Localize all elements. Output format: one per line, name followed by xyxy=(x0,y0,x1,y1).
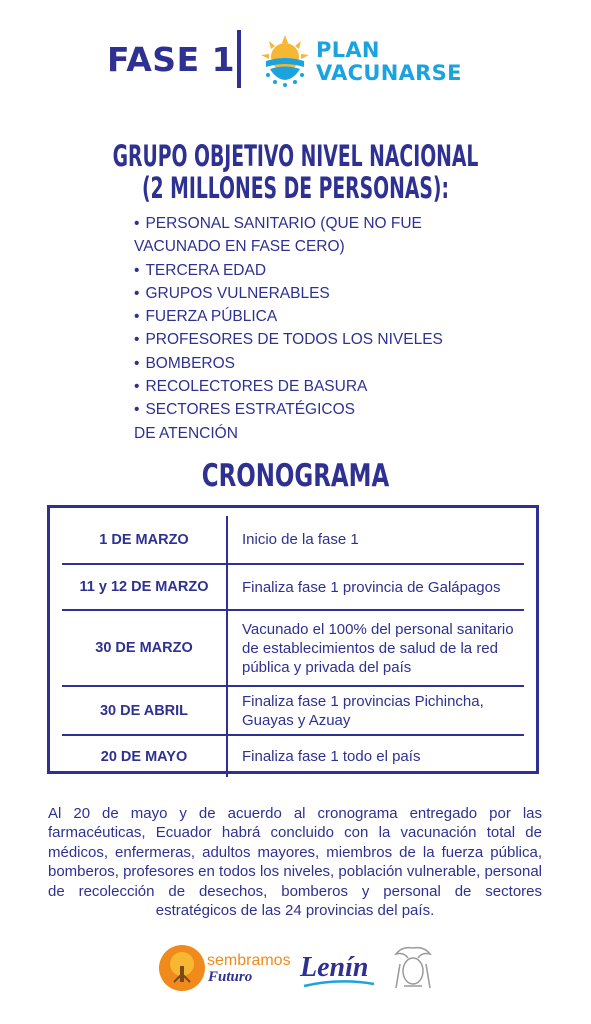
list-item: • PROFESORES DE TODOS LOS NIVELES xyxy=(134,331,443,349)
schedule-title: CRONOGRAMA xyxy=(201,458,390,494)
list-item: DE ATENCIÓN xyxy=(134,424,238,442)
sembramos-logo-text: sembramos xyxy=(207,952,291,969)
plan-logo-line2: VACUNARSE xyxy=(316,61,462,85)
list-item: • TERCERA EDAD xyxy=(134,261,267,279)
list-item: • RECOLECTORES DE BASURA xyxy=(134,378,368,396)
list-item: VACUNADO EN FASE CERO) xyxy=(134,238,345,256)
bullet-icon: • xyxy=(134,284,140,302)
ecuador-coat-of-arms-icon xyxy=(390,944,436,992)
table-row xyxy=(62,516,524,564)
lenin-signature-logo: Lenín xyxy=(300,952,369,983)
target-group-list xyxy=(134,212,474,445)
list-item: • FUERZA PÚBLICA xyxy=(134,308,278,326)
bullet-icon: • xyxy=(134,401,140,419)
target-group-title xyxy=(83,140,509,204)
schedule-description: Finaliza fase 1 todo el país xyxy=(242,748,421,765)
schedule-date: 30 DE ABRIL xyxy=(62,686,227,735)
schedule-description: Vacunado el 100% del personal sanitario de establecimientos de salud de la red pública y privada del país xyxy=(242,620,514,676)
table-row xyxy=(62,610,524,686)
list-item: • GRUPOS VULNERABLES xyxy=(134,284,330,302)
target-group-title-line1: GRUPO OBJETIVO NIVEL NACIONAL xyxy=(112,139,479,173)
table-row xyxy=(62,686,524,735)
phase-title: FASE 1 xyxy=(107,40,236,79)
bullet-icon: • xyxy=(134,354,140,372)
bullet-icon: • xyxy=(134,308,140,326)
list-item: • BOMBEROS xyxy=(134,354,236,372)
summary-paragraph: Al 20 de mayo y de acuerdo al cronograma entregado por las farmacéuticas, Ecuador habrá concluido con la vacunación total de médicos, enfermeras, adultos mayores, miembros de la fuerza pública, bomberos, profesores en todos los niveles, población vulnerable, personal de recolección de desechos, bomberos y personal de sectores estratégicos de las 24 provincias del país. xyxy=(48,805,542,920)
table-row xyxy=(62,735,524,777)
schedule-table xyxy=(62,516,524,777)
schedule-date: 30 DE MARZO xyxy=(62,610,227,686)
list-item: • PERSONAL SANITARIO (QUE NO FUE xyxy=(134,215,422,232)
schedule-description: Finaliza fase 1 provincia de Galápagos xyxy=(242,578,501,596)
bullet-icon: • xyxy=(134,378,140,396)
plan-logo-line1: PLAN xyxy=(316,38,380,62)
vaccine-sun-logo-icon xyxy=(258,33,312,87)
tree-logo-icon xyxy=(158,944,206,992)
header-divider xyxy=(237,30,241,88)
schedule-date: 1 DE MARZO xyxy=(62,516,227,564)
table-row xyxy=(62,564,524,610)
target-group-title-line2: (2 MILLONES DE PERSONAS): xyxy=(141,171,450,205)
swoosh-icon xyxy=(302,978,376,990)
bullet-icon: • xyxy=(134,331,140,349)
list-item: • SECTORES ESTRATÉGICOS xyxy=(134,401,356,419)
schedule-description: Inicio de la fase 1 xyxy=(242,531,359,548)
schedule-date: 20 DE MAYO xyxy=(62,735,227,777)
futuro-logo-text: Futuro xyxy=(208,969,253,985)
schedule-description: Finaliza fase 1 provincias Pichincha, Guayas y Azuay xyxy=(242,692,484,729)
bullet-icon: • xyxy=(134,261,140,279)
schedule-box xyxy=(47,505,539,774)
schedule-date: 11 y 12 DE MARZO xyxy=(62,564,227,610)
bullet-icon: • xyxy=(134,215,140,232)
